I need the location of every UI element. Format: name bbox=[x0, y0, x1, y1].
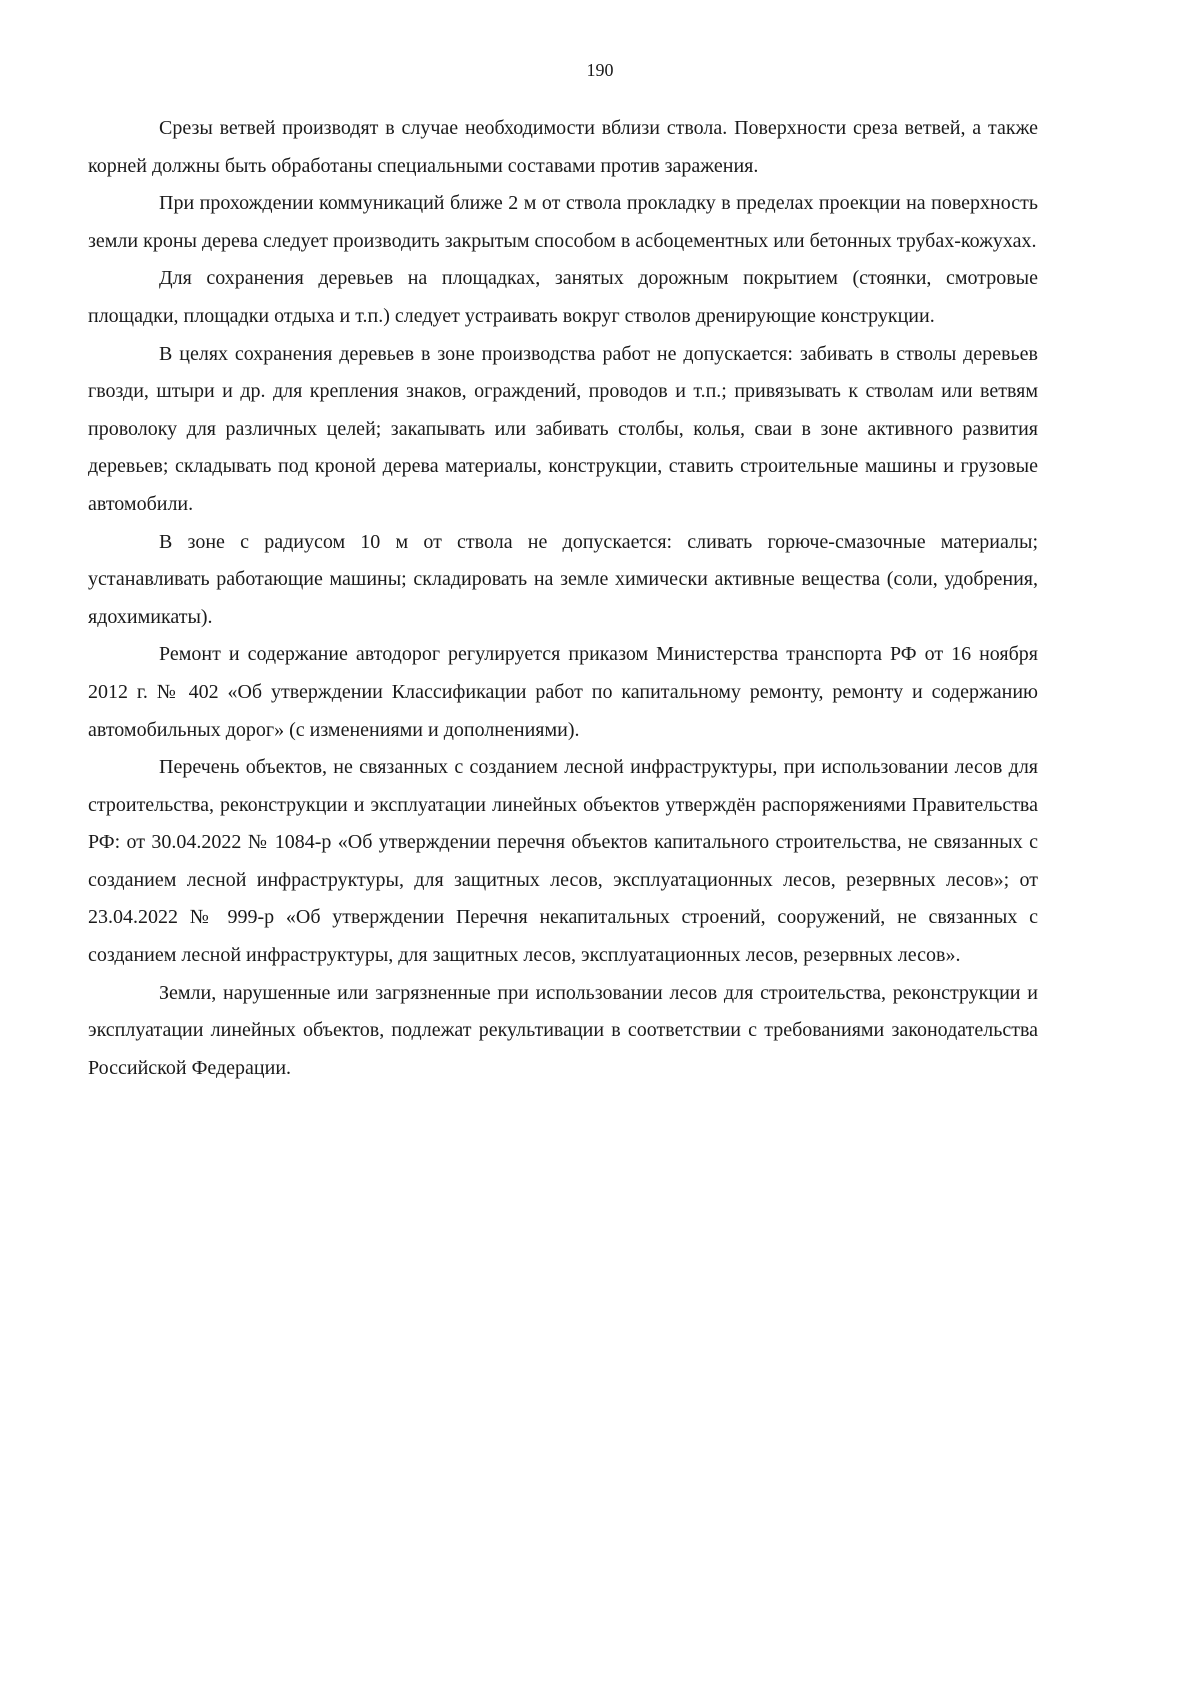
paragraph-2: При прохождении коммуникаций ближе 2 м от ствола прокладку в пределах проекции на поверхность земли кроны дерева следует производить закрытым способом в асбоцементных или бетонных трубах-кожухах. bbox=[88, 192, 1038, 252]
paragraph-3: Для сохранения деревьев на площадках, занятых дорожным покрытием (стоянки, смотровые площадки, площадки отдыха и т.п.) следует устраивать вокруг стволов дренирующие конструкции. bbox=[88, 267, 1038, 327]
paragraph-5: В зоне с радиусом 10 м от ствола не допускается: сливать горюче-смазочные материалы; устанавливать работающие машины; складировать на земле химически активные вещества (соли, удобрения, ядохимикаты). bbox=[88, 530, 1038, 628]
paragraph-1: Срезы ветвей производят в случае необходимости вблизи ствола. Поверхности среза ветвей, а также корней должны быть обработаны специальными составами против заражения. bbox=[88, 117, 1038, 177]
paragraph-6: Ремонт и содержание автодорог регулируется приказом Министерства транспорта РФ от 16 ноября 2012 г. № 402 «Об утверждении Классификации работ по капитальному ремонту, ремонту и содержанию автомобильных дорог» (с изменениями и дополнениями). bbox=[88, 643, 1038, 741]
paragraph-8: Земли, нарушенные или загрязненные при использовании лесов для строительства, реконструкции и эксплуатации линейных объектов, подлежат рекультивации в соответствии с требованиями законодательства Российской Федерации. bbox=[88, 981, 1038, 1079]
page-number: 190 bbox=[586, 60, 614, 80]
page-body bbox=[88, 110, 1038, 1087]
paragraph-7: Перечень объектов, не связанных с созданием лесной инфраструктуры, при использовании лесов для строительства, реконструкции и эксплуатации линейных объектов утверждён распоряжениями Правительства РФ: от 30.04.2022 № 1084-р «Об утверждении перечня объектов капитального строительства, не связанных с созданием лесной инфраструктуры, для защитных лесов, эксплуатационных лесов, резервных лесов»; от 23.04.2022 № 999-р «Об утверждении Перечня некапитальных строений, сооружений, не связанных с созданием лесной инфраструктуры, для защитных лесов, эксплуатационных лесов, резервных лесов». bbox=[88, 756, 1038, 967]
paragraph-4: В целях сохранения деревьев в зоне производства работ не допускается: забивать в стволы деревьев гвозди, штыри и др. для крепления знаков, ограждений, проводов и т.п.; привязывать к стволам или ветвям проволоку для различных целей; закапывать или забивать столбы, колья, сваи в зоне активного развития деревьев; складывать под кроной дерева материалы, конструкции, ставить строительные машины и грузовые автомобили. bbox=[88, 342, 1038, 515]
